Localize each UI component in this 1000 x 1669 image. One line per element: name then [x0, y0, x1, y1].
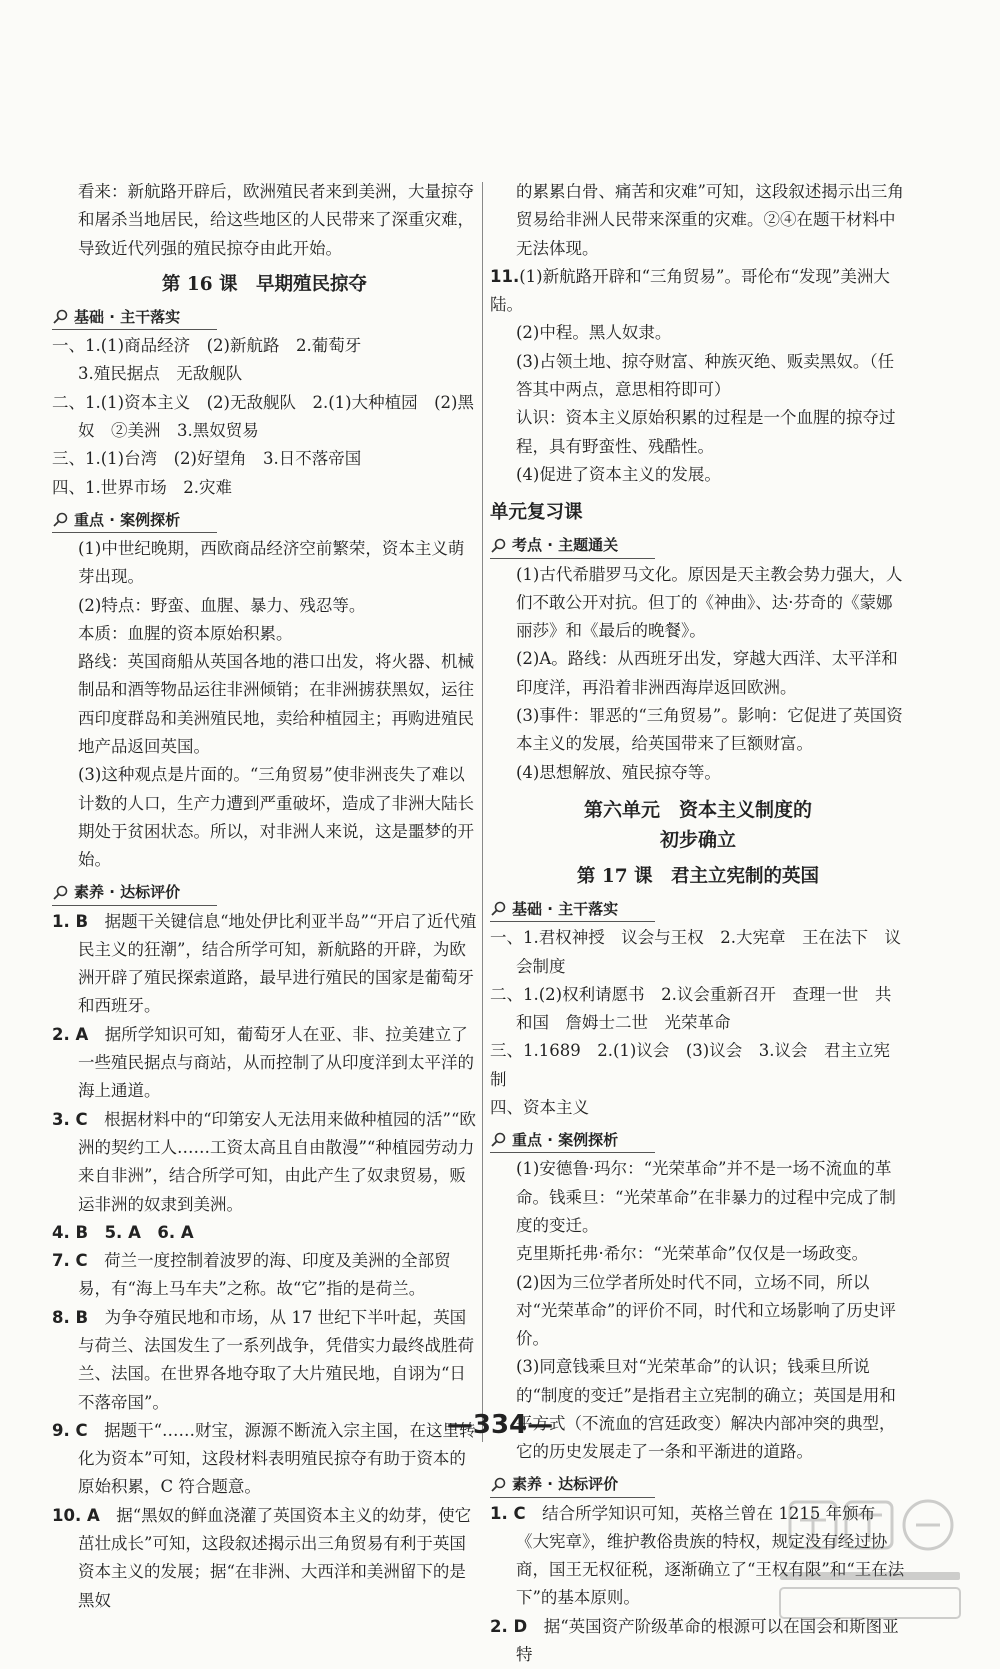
jichu-line: 二、1.(2)权利请愿书 2.议会重新召开 查理一世 共和国 詹姆士二世 光荣革命: [490, 984, 892, 1033]
answer-number: 4. B 5. A 6. A: [52, 1222, 194, 1242]
section-jichu: [52, 305, 217, 330]
left-column: [52, 178, 477, 1615]
answer-text: 荷兰一度控制着波罗的海、印度及美洲的全部贸易，有“海上马车夫”之称。故“它”指的是荷兰。: [78, 1251, 451, 1299]
section-zhongdian-label: 重点 · 案例探析: [74, 510, 181, 529]
kaodian-line: (1)古代希腊罗马文化。原因是天主教会势力强大，人们不敢公开对抗。但丁的《神曲》、达·芬奇的《蒙娜丽莎》和《最后的晚餐》。: [516, 564, 903, 641]
answer-text: 据“英国资产阶级革命的根源可以在国会和斯图亚特: [516, 1616, 899, 1665]
answer-number: 8. B: [52, 1307, 89, 1327]
magnifier-icon: [52, 512, 70, 528]
magnifier-icon: [52, 885, 70, 901]
page-number: —334—: [446, 1410, 554, 1440]
answer-number: 1. C: [490, 1503, 526, 1523]
section-zhongdian: [490, 1128, 655, 1153]
answer-number: 9. C: [52, 1420, 88, 1440]
magnifier-icon: [490, 1132, 508, 1148]
zhongdian-line: 路线：英国商船从英国各地的港口出发，将火器、机械制品和酒等物品运往非洲倾销；在非洲掳获黑奴，运往西印度群岛和美洲殖民地，卖给种植园主；再购进殖民地产品返回英国。: [78, 652, 474, 757]
kaodian-line: (4)思想解放、殖民掠夺等。: [516, 762, 721, 782]
answer-number: 3. C: [52, 1109, 88, 1129]
section-zhongdian: [52, 508, 217, 533]
answer-text: 据题干“……财宝，源源不断流入宗主国，在这里转化为资本”可知，这段材料表明殖民掠夺有助于资本的原始积累，C 符合题意。: [78, 1420, 476, 1497]
answer-number: 2. A: [52, 1024, 89, 1044]
right-column: [490, 178, 906, 1669]
answer-number: 7. C: [52, 1251, 88, 1271]
zhongdian-line: 克里斯托弗·希尔：“光荣革命”仅仅是一场政变。: [516, 1244, 869, 1264]
section-kaodian: [490, 534, 655, 559]
jichu-line: 三、1.(1)台湾 (2)好望角 3.日不落帝国: [52, 449, 362, 469]
answer-text: 据所学知识可知，葡萄牙人在亚、非、拉美建立了一些殖民据点与商站，从而控制了从印度洋到太平洋的海上通道。: [78, 1024, 474, 1101]
kaodian-line: (2)A。路线：从西班牙出发，穿越大西洋、太平洋和印度洋，再沿着非洲西海岸返回欧洲。: [516, 649, 898, 697]
q11-line: (4)促进了资本主义的发展。: [516, 464, 721, 484]
q11-line: 认识：资本主义原始积累的过程是一个血腥的掠夺过程，具有野蛮性、残酷性。: [516, 408, 896, 456]
answer-item: [490, 263, 906, 320]
magnifier-icon: [490, 901, 508, 917]
section-suyang-label: 素养 · 达标评价: [512, 1475, 619, 1494]
answer-text: 据题干关键信息“地处伊比利亚半岛”“开启了近代殖民主义的狂潮”，结合所学可知，新航路的开辟，为欧洲开辟了殖民探索道路，最早进行殖民的国家是葡萄牙和西班牙。: [78, 911, 477, 1016]
lesson-16-title: 第 16 课 早期殖民掠夺: [161, 273, 368, 295]
jichu-line: 一、1.(1)商品经济 (2)新航路 2.葡萄牙: [52, 336, 362, 356]
intro-text: 看来：新航路开辟后，欧洲殖民者来到美洲，大量掠夺和屠杀当地居民，给这些地区的人民带来了深重灾难，导致近代列强的殖民掠夺由此开始。: [78, 182, 474, 258]
jichu-line: 三、1.1689 2.(1)议会 (3)议会 3.议会 君主立宪制: [490, 1041, 890, 1089]
answer-item: [52, 1247, 477, 1304]
column-divider: [482, 182, 483, 1442]
section-jichu: [490, 897, 655, 922]
unit-6-title-line1: 第六单元 资本主义制度的: [583, 798, 812, 821]
answer-10-continued: 的累累白骨、痛苦和灾难”可知，这段叙述揭示出三角贸易给非洲人民带来深重的灾难。②④在题干材料中无法体现。: [516, 182, 904, 258]
answer-item: [52, 1502, 477, 1615]
jichu-line: 四、资本主义: [490, 1098, 589, 1118]
answer-text: 为争夺殖民地和市场，从 17 世纪下半叶起，英国与荷兰、法国发生了一系列战争，凭借实力最终战胜荷兰、法国。在世界各地夺取了大片殖民地，自诩为“日不落帝国”。: [78, 1307, 474, 1412]
kaodian-line: (3)事件：罪恶的“三角贸易”。影响：它促进了英国资本主义的发展，给英国带来了巨额财富。: [516, 706, 903, 754]
zhongdian-line: (3)同意钱乘旦对“光荣革命”的认识；钱乘旦所说的“制度的变迁”是指君主立宪制的确立；英国是用和平方式（不流血的宫廷政变）解决内部冲突的典型，它的历史发展走了一条和平渐进的道路。: [516, 1357, 896, 1462]
watermark-logo: [770, 1490, 970, 1630]
jichu-line: 3.殖民据点 无敌舰队: [78, 364, 243, 384]
answer-text: (1)新航路开辟和“三角贸易”。哥伦布“发现”美洲大陆。: [490, 266, 890, 315]
jichu-line: 二、1.(1)资本主义 (2)无敌舰队 2.(1)大种植园 (2)黑奴 ②美洲 3.黑奴贸易: [52, 392, 474, 441]
section-jichu-label: 基础 · 主干落实: [512, 900, 619, 919]
q11-line: (2)中程。黑人奴隶。: [516, 323, 672, 343]
answer-number: 11.: [490, 266, 520, 286]
answer-text: 据“黑奴的鲜血浇灌了英国资本主义的幼芽，使它茁壮成长”可知，这段叙述揭示出三角贸易有利于英国资本主义的发展；据“在非洲、大西洋和美洲留下的是黑奴: [78, 1505, 472, 1610]
section-zhongdian-label: 重点 · 案例探析: [512, 1131, 619, 1150]
unit-6-title-line2: 初步确立: [659, 828, 736, 851]
section-suyang: [52, 881, 217, 906]
jichu-line: 一、1.君权神授 议会与王权 2.大宪章 王在法下 议会制度: [490, 928, 901, 976]
zhongdian-line: (2)因为三位学者所处时代不同，立场不同，所以对“光荣革命”的评价不同，时代和立场影响了历史评价。: [516, 1272, 896, 1349]
answer-text: 结合所学知识可知，英格兰曾在 1215 年颁布《大宪章》，维护教俗贵族的特权，规定没有经过协商，国王无权征税，逐渐确立了“王权有限”和“王在法下”的基本原则。: [516, 1503, 905, 1608]
unit-review-title: 单元复习课: [490, 502, 583, 524]
zhongdian-line: (1)中世纪晚期，西欧商品经济空前繁荣，资本主义萌芽出现。: [78, 538, 465, 587]
section-kaodian-label: 考点 · 主题通关: [512, 536, 619, 555]
answer-item: [52, 908, 477, 1021]
answer-number: 1. B: [52, 911, 89, 931]
answer-item: [52, 1219, 477, 1247]
zhongdian-line: (1)安德鲁·玛尔：“光荣革命”并不是一场不流血的革命。钱乘旦：“光荣革命”在非暴力的过程中完成了制度的变迁。: [516, 1159, 896, 1235]
lesson-17-title: 第 17 课 君主立宪制的英国: [576, 865, 820, 887]
zhongdian-line: (3)这种观点是片面的。“三角贸易”使非洲丧失了难以计数的人口，生产力遭到严重破坏，造成了非洲大陆长期处于贫困状态。所以，对非洲人来说，这是噩梦的开始。: [78, 765, 474, 870]
answer-number: 10. A: [52, 1505, 100, 1525]
magnifier-icon: [52, 309, 70, 325]
zhongdian-line: (2)特点：野蛮、血腥、暴力、残忍等。: [78, 595, 366, 615]
answer-item: [52, 1021, 477, 1106]
answer-number: 2. D: [490, 1616, 528, 1636]
magnifier-icon: [490, 538, 508, 554]
section-suyang: [490, 1473, 655, 1498]
answer-text: 根据材料中的“印第安人无法用来做种植园的活”“欧洲的契约工人……工资太高且自由散漫”“种植园劳动力来自非洲”，结合所学可知，由此产生了奴隶贸易，贩运非洲的奴隶到美洲。: [78, 1109, 476, 1214]
jichu-line: 四、1.世界市场 2.灾难: [52, 477, 232, 497]
section-jichu-label: 基础 · 主干落实: [74, 308, 181, 327]
magnifier-icon: [490, 1477, 508, 1493]
answer-item: [52, 1106, 477, 1219]
q11-line: (3)占领土地、掠夺财富、种族灭绝、贩卖黑奴。（任答其中两点，意思相符即可）: [516, 351, 895, 400]
section-suyang-label: 素养 · 达标评价: [74, 883, 181, 902]
zhongdian-line: 本质：血腥的资本原始积累。: [78, 623, 293, 643]
answer-item: [52, 1304, 477, 1417]
